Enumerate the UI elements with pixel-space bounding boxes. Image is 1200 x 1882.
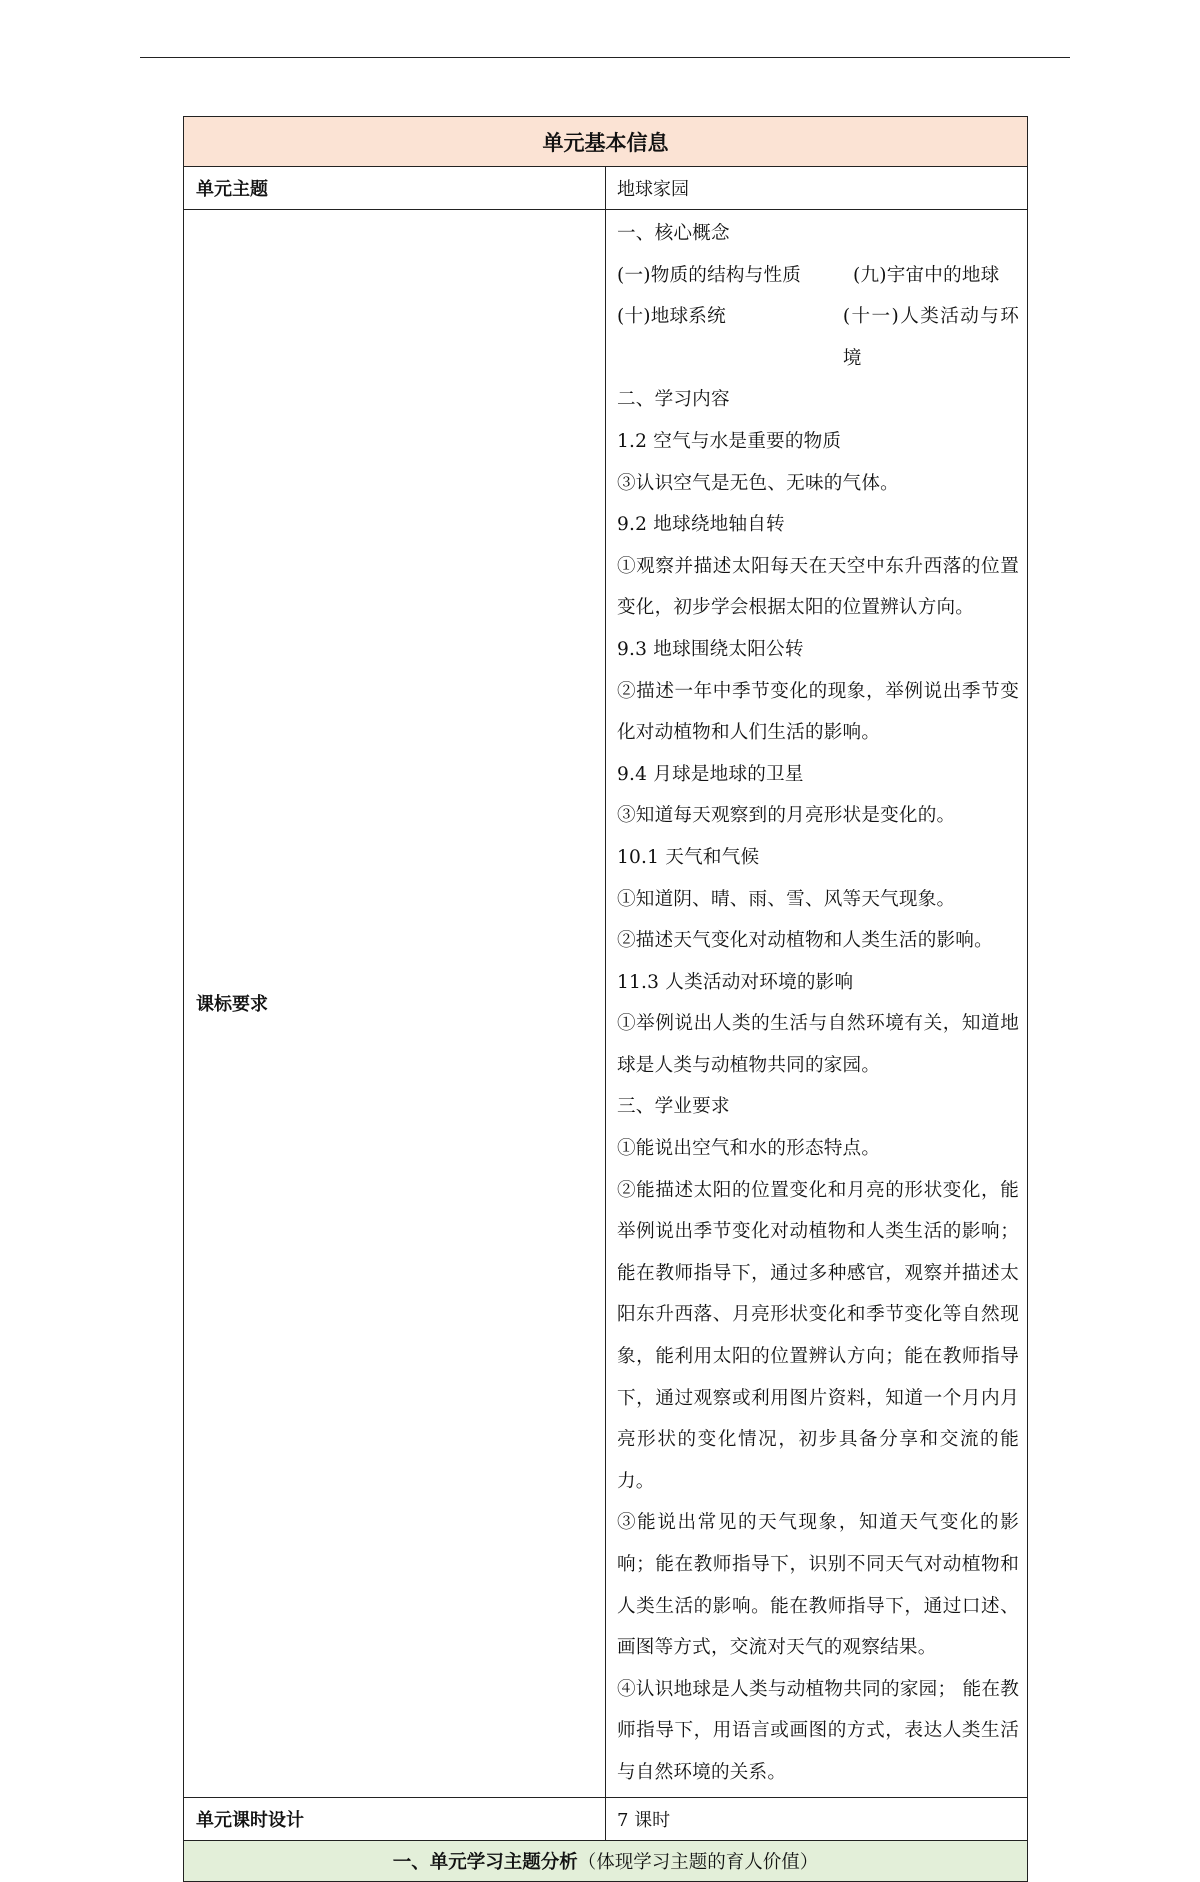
standards-line: 10.1 天气和气候 [617,846,760,868]
standards-line: 9.4 月球是地球的卫星 [617,763,804,785]
standards-line: ③能说出常见的天气现象，知道天气变化的影响；能在教师指导下，识别不同天气对动植物和人类生活的影响。能在教师指导下，通过口述、画图等方式，交流对天气的观察结果。 [617,1512,1019,1659]
standards-line: 三、学业要求 [617,1096,730,1118]
standards-line: 11.3 人类活动对环境的影响 [617,971,854,993]
table-title-row [184,117,1028,167]
section-heading-bold: 一、单元学习主题分析 [392,1851,578,1873]
hours-row [184,1797,1028,1840]
theme-value: 地球家园 [606,167,1028,210]
standards-label: 课标要求 [184,210,606,1798]
standards-line: ④认识地球是人类与动植物共同的家园； 能在教师指导下，用语言或画图的方式，表达人类生活与自然环境的关系。 [617,1678,1019,1783]
standards-line: 二、学习内容 [617,389,730,411]
standards-line: ①举例说出人类的生活与自然环境有关，知道地球是人类与动植物共同的家园。 [617,1013,1019,1076]
standards-line: 1.2 空气与水是重要的物质 [617,430,842,452]
standards-line: ③认识空气是无色、无味的气体。 [617,472,899,494]
standards-content [606,210,1028,1798]
concept-line [617,255,1019,297]
standards-line: 一、核心概念 [617,223,730,244]
section-heading-row [184,1840,1028,1881]
standards-line: ②描述一年中季节变化的现象，举例说出季节变化对动植物和人们生活的影响。 [617,680,1019,744]
concept-item: (一)物质的结构与性质 [617,264,802,286]
section-heading-note: （体现学习主题的育人价值） [577,1851,819,1873]
concept-item: (九)宇宙中的地球 [853,264,1000,286]
standards-line: ③知道每天观察到的月亮形状是变化的。 [617,805,956,827]
hours-value: 7 课时 [606,1797,1028,1840]
standards-line: ①能说出空气和水的形态特点。 [617,1138,881,1160]
concept-item: (十一)人类活动与环境 [842,306,1019,369]
unit-info-table [183,116,1028,1882]
standards-line: ②能描述太阳的位置变化和月亮的形状变化，能举例说出季节变化对动植物和人类生活的影响；能在教师指导下，通过多种感官，观察并描述太阳东升西落、月亮形状变化和季节变化等自然现象，能利用太阳的位置辨认方向；能在教师指导下，通过观察或利用图片资料，知道一个月内月亮形状的变化情况，初步具备分享和交流的能力。 [617,1179,1019,1492]
standards-row [184,210,1028,1798]
standards-line: 9.2 地球绕地轴自转 [617,514,785,536]
standards-line: ①知道阴、晴、雨、雪、风等天气现象。 [617,888,956,910]
theme-label: 单元主题 [184,167,606,210]
hours-label: 单元课时设计 [184,1797,606,1840]
section-heading [184,1840,1028,1881]
standards-line: 9.3 地球围绕太阳公转 [617,638,804,660]
concept-item: (十)地球系统 [617,306,726,328]
standards-line: ①观察并描述太阳每天在天空中东升西落的位置变化，初步学会根据太阳的位置辨认方向。 [617,555,1019,619]
standards-line: ②描述天气变化对动植物和人类生活的影响。 [617,930,993,952]
theme-row [184,167,1028,210]
header-rule [140,57,1070,58]
concept-line [617,296,1019,379]
table-title: 单元基本信息 [184,117,1028,167]
